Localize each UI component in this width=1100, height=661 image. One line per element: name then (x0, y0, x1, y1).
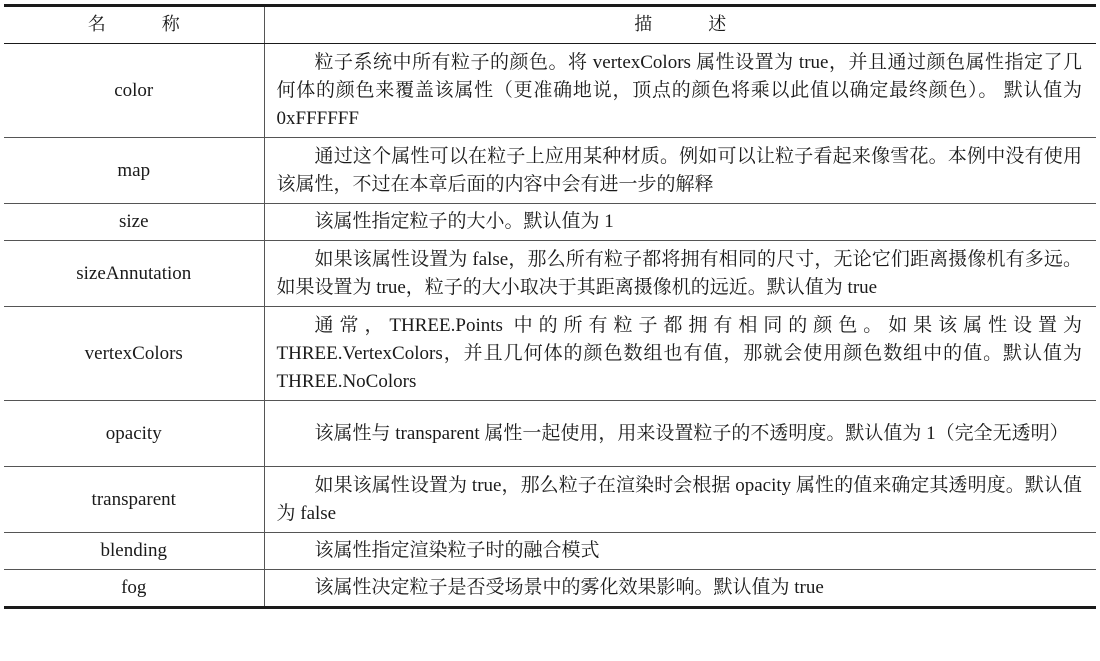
property-description: 该属性与 transparent 属性一起使用，用来设置粒子的不透明度。默认值为 1（完全无透明） (264, 401, 1096, 467)
property-name: sizeAnnutation (4, 241, 264, 307)
header-description: 描述 (264, 6, 1096, 44)
table-row (4, 241, 1096, 307)
table-row (4, 401, 1096, 467)
property-name: transparent (4, 467, 264, 533)
property-name: fog (4, 570, 264, 608)
table-row (4, 44, 1096, 138)
table-row (4, 467, 1096, 533)
property-description: 该属性指定渲染粒子时的融合模式 (264, 533, 1096, 570)
property-description: 该属性指定粒子的大小。默认值为 1 (264, 204, 1096, 241)
table-row (4, 138, 1096, 204)
property-name: map (4, 138, 264, 204)
table-row (4, 204, 1096, 241)
property-name: color (4, 44, 264, 138)
table-row (4, 533, 1096, 570)
document-page (4, 4, 1096, 609)
property-description: 通常，THREE.Points 中的所有粒子都拥有相同的颜色。如果该属性设置为 THREE.VertexColors，并且几何体的颜色数组也有值，那就会使用颜色数组中的值。默认值为 THREE.NoColors (264, 307, 1096, 401)
property-name: size (4, 204, 264, 241)
property-description: 如果该属性设置为 true，那么粒子在渲染时会根据 opacity 属性的值来确定其透明度。默认值为 false (264, 467, 1096, 533)
property-description: 如果该属性设置为 false，那么所有粒子都将拥有相同的尺寸，无论它们距离摄像机有多远。如果设置为 true，粒子的大小取决于其距离摄像机的远近。默认值为 true (264, 241, 1096, 307)
table-header-row (4, 6, 1096, 44)
table-row (4, 570, 1096, 608)
property-name: vertexColors (4, 307, 264, 401)
header-name: 名称 (4, 6, 264, 44)
property-table (4, 4, 1096, 609)
property-name: opacity (4, 401, 264, 467)
property-description: 通过这个属性可以在粒子上应用某种材质。例如可以让粒子看起来像雪花。本例中没有使用该属性，不过在本章后面的内容中会有进一步的解释 (264, 138, 1096, 204)
table-row (4, 307, 1096, 401)
property-description: 粒子系统中所有粒子的颜色。将 vertexColors 属性设置为 true，并且通过颜色属性指定了几何体的颜色来覆盖该属性（更准确地说，顶点的颜色将乘以此值以确定最终颜色）。 默认值为 0xFFFFFF (264, 44, 1096, 138)
property-description: 该属性决定粒子是否受场景中的雾化效果影响。默认值为 true (264, 570, 1096, 608)
property-name: blending (4, 533, 264, 570)
